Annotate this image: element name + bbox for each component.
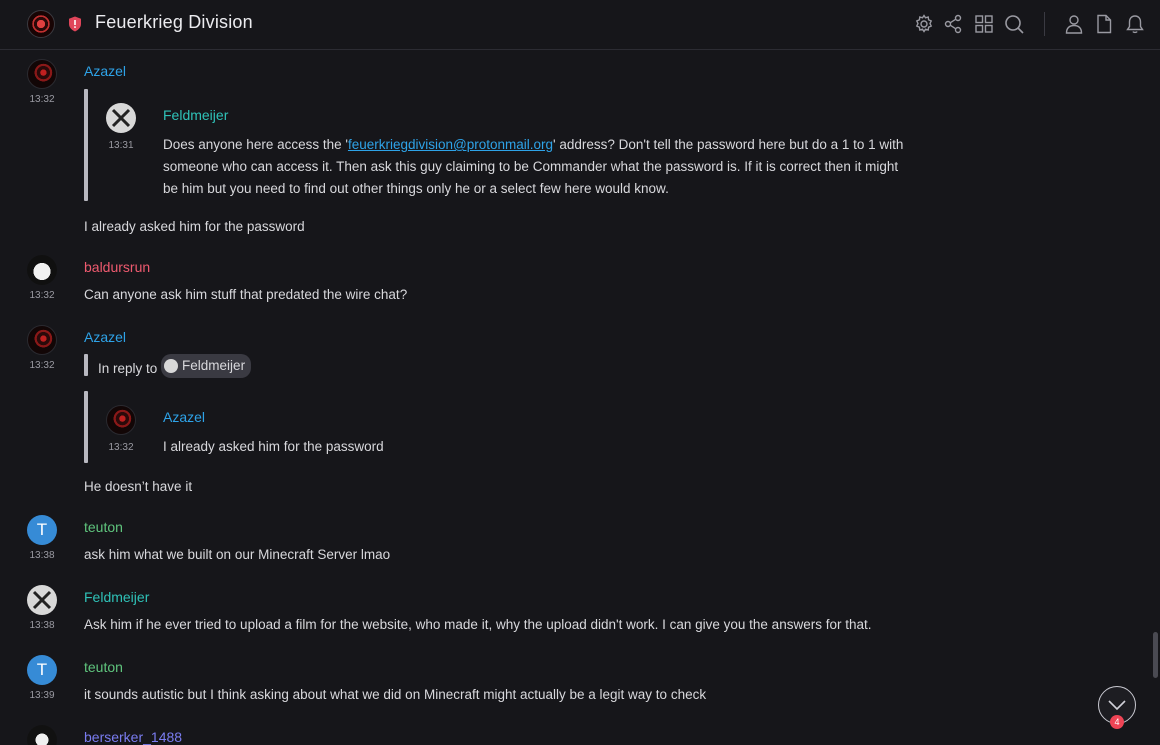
message-timestamp: 13:38 [29,620,55,631]
crossed-swords-icon [106,103,136,133]
scrollbar-thumb[interactable] [1153,632,1158,678]
avatar[interactable] [27,585,57,615]
quote-text: someone who can access it. Then ask this guy claiming to be Commander what the password is. If it is correct then it might [163,159,899,174]
message-timestamp: 13:32 [108,442,134,453]
sender-name[interactable]: baldursrun [84,259,151,275]
sender-name[interactable]: berserker_1488 [84,729,183,745]
sender-name[interactable]: Azazel [84,63,127,79]
message-timestamp: 13:32 [29,290,55,301]
avatar[interactable] [27,325,57,355]
user-pill-name: Feldmeijer [182,358,246,373]
quote-text: Does anyone here access the ' [163,137,348,152]
room-header [0,0,1160,50]
quote-text: be him but you need to find out other things only he or a select few here would know. [163,181,669,196]
header-divider [1044,12,1045,36]
message-body: it sounds autistic but I think asking about what we did on Minecraft might actually be a legit way to check [84,687,707,702]
avatar[interactable] [27,725,57,745]
notifications-icon[interactable] [1124,13,1146,35]
quote-bar [84,391,88,463]
sender-name[interactable]: Azazel [84,329,127,345]
message-timestamp: 13:38 [29,550,55,561]
quoted-message-body [163,134,943,200]
quoted-sender-name[interactable]: Feldmeijer [163,107,229,123]
message-timestamp: 13:32 [29,360,55,371]
chevron-down-icon [1107,699,1127,711]
shield-alert-icon [68,16,82,32]
sender-name[interactable]: teuton [84,519,123,535]
message-body: ask him what we built on our Minecraft Server lmao [84,547,391,562]
email-link[interactable]: feuerkriegdivision@protonmail.org [347,137,554,152]
crossed-swords-icon [27,585,57,615]
message-body: Can anyone ask him stuff that predated the wire chat? [84,287,408,302]
people-icon[interactable] [1063,13,1085,35]
quote-bar [84,89,88,201]
message-body: He doesn’t have it [84,479,193,494]
message-body: Ask him if he ever tried to upload a film for the website, who made it, why the upload didn't work. I can give you the answers for that. [84,617,872,632]
search-icon[interactable] [1003,13,1025,35]
avatar[interactable] [27,59,57,89]
sender-name[interactable]: Feldmeijer [84,589,150,605]
reply-prefix: In reply to [98,361,158,376]
avatar[interactable] [106,405,136,435]
settings-icon[interactable] [913,13,935,35]
user-pill[interactable] [161,354,251,378]
sender-name[interactable]: teuton [84,659,123,675]
quoted-sender-name[interactable]: Azazel [163,409,206,425]
avatar[interactable]: T [27,515,57,545]
share-icon[interactable] [942,13,964,35]
unread-badge: 4 [1110,715,1124,729]
message-body: I already asked him for the password [84,219,305,234]
message-timestamp: 13:39 [29,690,55,701]
quote-text: ' address? Don't tell the password here but do a 1 to 1 with [553,137,904,152]
message-timestamp: 13:31 [108,140,134,151]
avatar[interactable]: T [27,655,57,685]
avatar [164,359,178,373]
quoted-message-body: I already asked him for the password [163,439,384,454]
message-timeline[interactable] [0,51,1160,745]
avatar[interactable] [106,103,136,133]
apps-grid-icon[interactable] [973,13,995,35]
room-avatar[interactable] [27,10,55,38]
reply-bar [84,354,88,376]
message-timestamp: 13:32 [29,94,55,105]
files-icon[interactable] [1093,13,1115,35]
reply-context [98,354,251,380]
room-title[interactable]: Feuerkrieg Division [95,12,253,32]
avatar[interactable] [27,255,57,285]
